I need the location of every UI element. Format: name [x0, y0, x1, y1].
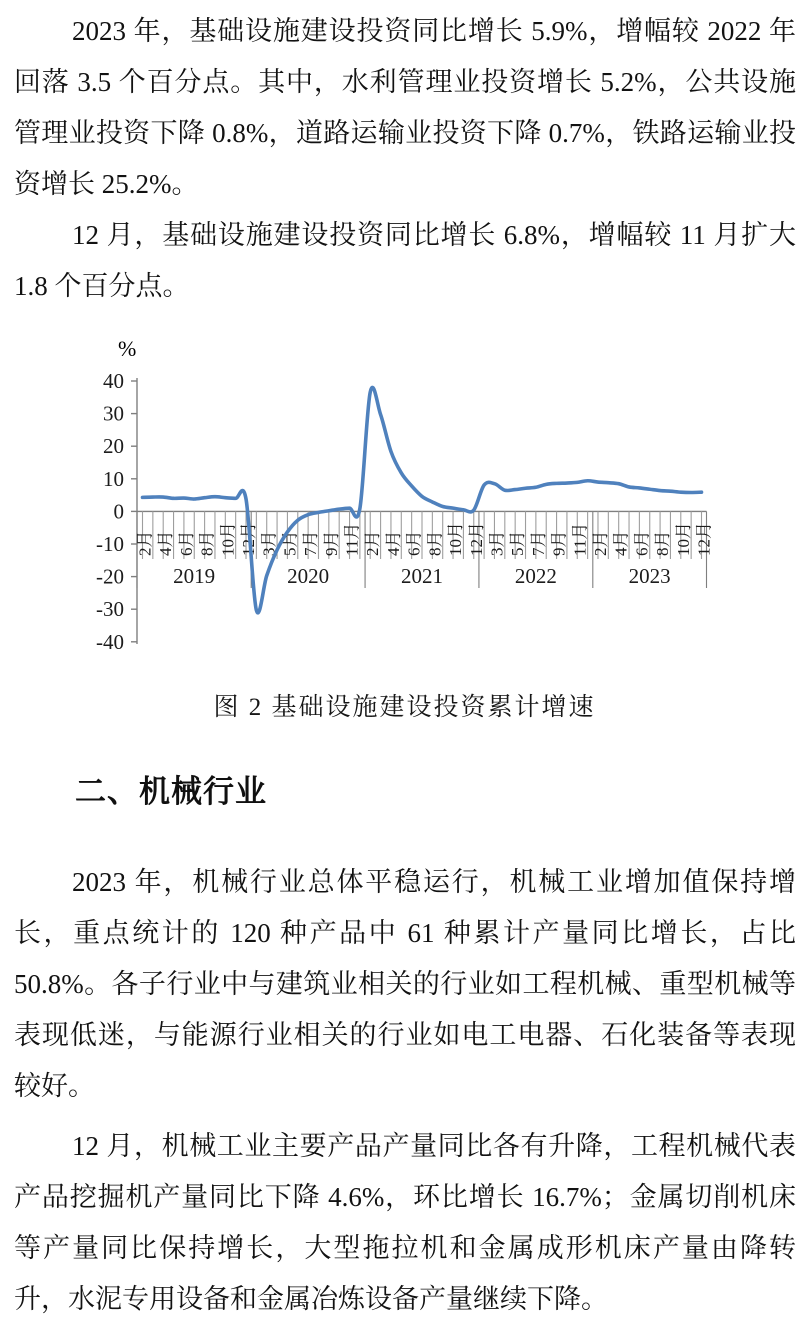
- x-axis-year-label: 2023: [628, 564, 671, 588]
- paragraph-machinery-december: 12 月，机械工业主要产品产量同比各有升降，工程机械代表产品挖掘机产量同比下降 4.6%，环比增长 16.7%；金属切削机床等产量同比保持增长，大型拖拉机和金属成形机床产量由降转升，水泥专用设备和金属冶炼设备产量继续下降。: [14, 1131, 796, 1314]
- y-tick-label: -10: [96, 532, 124, 556]
- x-tick-month-label: 8月: [653, 530, 673, 556]
- x-tick-month-label: 4月: [611, 530, 631, 556]
- x-tick-month-label: 10月: [446, 522, 466, 556]
- x-tick-month-label: 12月: [239, 522, 259, 556]
- x-tick-month-label: 6月: [176, 530, 196, 556]
- paragraph-infra-annual: 2023 年，基础设施建设投资同比增长 5.9%，增幅较 2022 年回落 3.5 个百分点。其中，水利管理业投资增长 5.2%，公共设施管理业投资下降 0.8%，道路运输业投资下降 0.7%，铁路运输业投资增长 25.2%。: [14, 16, 796, 199]
- x-tick-month-label: 4月: [156, 530, 176, 556]
- x-axis-year-label: 2022: [514, 564, 557, 588]
- y-tick-label: 40: [103, 369, 124, 393]
- x-tick-month-label: 7月: [301, 530, 321, 556]
- figure-caption: 图 2 基础设施建设投资累计增速: [213, 694, 596, 721]
- x-tick-month-label: 6月: [632, 530, 652, 556]
- x-tick-month-label: 3月: [259, 530, 279, 556]
- chart-axes: [131, 378, 707, 644]
- x-axis-year-label: 2020: [287, 564, 330, 588]
- x-tick-month-label: 6月: [404, 530, 424, 556]
- x-tick-month-label: 4月: [383, 530, 403, 556]
- y-tick-label: 0: [113, 499, 124, 524]
- line-chart-svg: [0, 330, 809, 660]
- x-tick-month-label: 11月: [570, 522, 590, 556]
- x-tick-month-label: 10月: [218, 522, 238, 556]
- x-tick-month-label: 12月: [694, 522, 714, 556]
- x-tick-month-label: 9月: [321, 530, 341, 556]
- x-tick-month-label: 2月: [363, 530, 383, 556]
- y-axis-unit-label: %: [118, 336, 137, 361]
- x-tick-month-label: 2月: [590, 530, 610, 556]
- x-tick-month-label: 2月: [135, 530, 155, 556]
- x-tick-month-label: 9月: [549, 530, 569, 556]
- x-tick-month-label: 5月: [280, 530, 300, 556]
- infrastructure-investment-line-chart: [0, 330, 809, 660]
- x-tick-month-label: 5月: [508, 530, 528, 556]
- paragraph-infra-december: 12 月，基础设施建设投资同比增长 6.8%，增幅较 11 月扩大 1.8 个百分点。: [14, 220, 796, 301]
- x-axis-year-label: 2021: [401, 564, 443, 588]
- paragraph-machinery-annual: 2023 年，机械行业总体平稳运行，机械工业增加值保持增长，重点统计的 120 种产品中 61 种累计产量同比增长，占比 50.8%。各子行业中与建筑业相关的行业如工程机械、重型机械等表现低迷，与能源行业相关的行业如电工电器、石化装备等表现较好。: [14, 867, 796, 1101]
- x-axis-year-label: 2019: [173, 564, 216, 588]
- x-tick-month-label: 7月: [528, 530, 548, 556]
- x-tick-month-label: 12月: [466, 522, 486, 556]
- y-tick-label: -20: [96, 564, 124, 589]
- x-tick-month-label: 3月: [487, 530, 507, 556]
- x-tick-month-label: 11月: [342, 522, 362, 556]
- section-heading-machinery: 二、机械行业: [75, 774, 267, 809]
- y-tick-label: -40: [96, 629, 124, 654]
- y-tick-label: 30: [103, 401, 124, 426]
- x-tick-month-label: 10月: [673, 522, 693, 556]
- y-tick-label: 20: [103, 434, 124, 459]
- y-tick-label: -30: [96, 597, 124, 622]
- y-tick-label: 10: [103, 466, 124, 491]
- x-tick-month-label: 8月: [197, 530, 217, 556]
- x-tick-month-label: 8月: [425, 530, 445, 556]
